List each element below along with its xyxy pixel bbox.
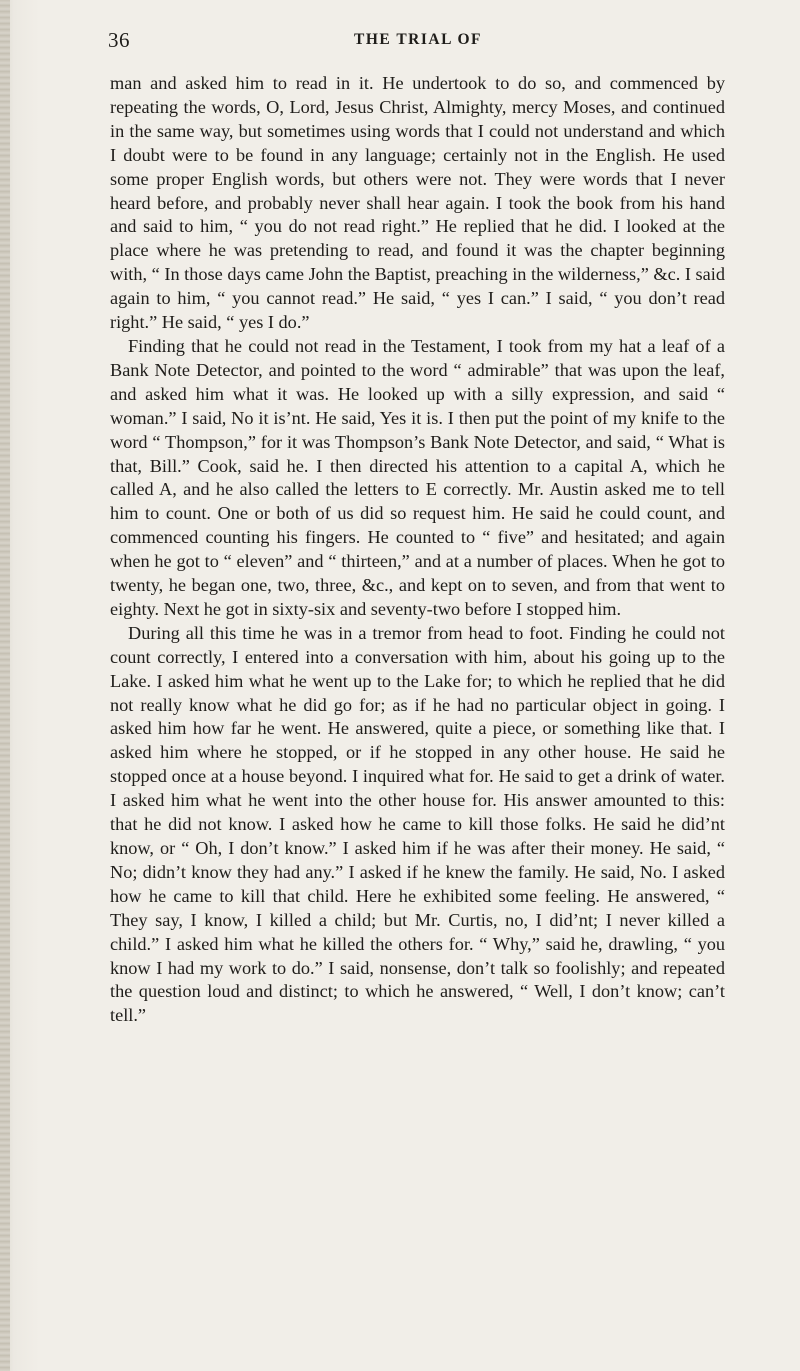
body-text (110, 72, 725, 1028)
binding-edge (0, 0, 10, 1371)
page-number: 36 (108, 28, 130, 52)
page-header (108, 28, 728, 52)
running-title: THE TRIAL OF (354, 31, 482, 48)
paragraph: man and asked him to read in it. He undertook to do so, and commenced by repeating the words, O, Lord, Jesus Christ, Almighty, mercy Moses, and continued in the same way, but sometimes using words that I could not understand and which I doubt were to be found in any language; certainly not in the English. He used some proper English words, but others were not. They were words that I never heard before, and probably never shall hear again. I took the book from his hand and said to him, “ you do not read right.” He replied that he did. I looked at the place where he was pretending to read, and found it was the chapter beginning with, “ In those days came John the Baptist, preaching in the wilderness,” &c. I said again to him, “ you cannot read.” He said, “ yes I can.” I said, “ you don’t read right.” He said, “ yes I do.” (110, 73, 725, 333)
paragraph: During all this time he was in a tremor from head to foot. Finding he could not count correctly, I entered into a conversation with him, about his going up to the Lake. I asked him what he went up to the Lake for; to which he replied that he did not really know what he did go for; as if he had no particular object in going. I asked him how far he went. He answered, quite a piece, or something like that. I asked him where he stopped, or if he stopped in any other house. He said he stopped once at a house beyond. I inquired what for. He said to get a drink of water. I asked him what he went into the other house for. His answer amounted to this: that he did not know. I asked how he came to kill those folks. He said he did’nt know, or “ Oh, I don’t know.” I asked him if he was after their money. He said, “ No; didn’t know they had any.” I asked if he knew the family. He said, No. I asked how he came to kill that child. Here he exhibited some feeling. He answered, “ They say, I know, I killed a child; but Mr. Curtis, no, I did’nt; I never killed a child.” I asked him what he killed the others for. “ Why,” said he, drawling, “ you know I had my work to do.” I said, nonsense, don’t talk so foolishly; and repeated the question loud and distinct; to which he answered, “ Well, I don’t know; can’t tell.” (110, 622, 725, 1026)
paragraph: Finding that he could not read in the Testament, I took from my hat a leaf of a Bank Note Detector, and pointed to the word “ admirable” that was upon the leaf, and asked him what it was. He looked up with a silly expression, and said “ woman.” I said, No it is’nt. He said, Yes it is. I then put the point of my knife to the word “ Thompson,” for it was Thompson’s Bank Note Detector, and said, “ What is that, Bill.” Cook, said he. I then directed his attention to a capital A, which he called A, and he also called the letters to E correctly. Mr. Austin asked me to tell him to count. One or both of us did so request him. He said he could count, and commenced counting his fingers. He counted to “ five” and hesitated; and again when he got to “ eleven” and “ thirteen,” and at a number of places. When he got to twenty, he began one, two, three, &c., and kept on to seven, and from that went to eighty. Next he got in sixty-six and seventy-two before I stopped him. (110, 335, 725, 619)
